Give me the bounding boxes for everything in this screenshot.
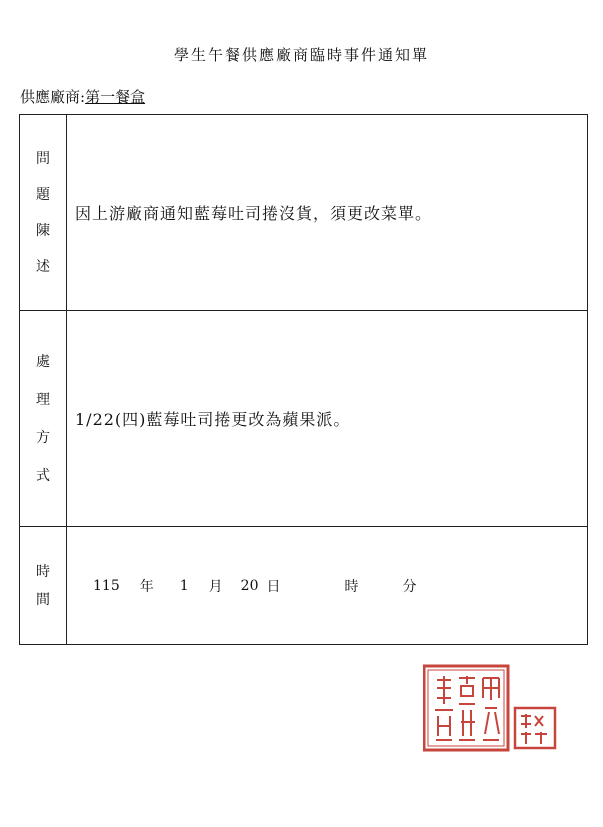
handling-label-cell	[20, 311, 67, 527]
time-label-cell	[20, 527, 67, 645]
company-seal-stamps	[423, 664, 563, 754]
vendor-name: 第一餐盒	[85, 88, 146, 106]
problem-label-char: 陳	[36, 222, 50, 239]
handling-label-char: 理	[36, 391, 50, 408]
handling-label-char: 處	[36, 353, 50, 370]
time-value-cell	[67, 527, 588, 645]
problem-label-char: 題	[36, 186, 50, 203]
page-title: 學生午餐供應廠商臨時事件通知單	[173, 46, 429, 64]
handling-method: 1/22(四)藍莓吐司捲更改為蘋果派。	[67, 311, 588, 527]
time-label-char: 間	[36, 591, 50, 608]
time-month: 1	[179, 577, 189, 594]
problem-label-char: 問	[36, 150, 50, 167]
problem-row	[20, 115, 588, 311]
time-hour-unit: 時	[344, 578, 359, 595]
handling-row	[20, 311, 588, 527]
time-minute-unit: 分	[402, 578, 417, 595]
time-year: 115	[93, 577, 120, 594]
company-seal-icon	[424, 666, 508, 750]
problem-label-char: 述	[36, 258, 50, 275]
time-row	[20, 527, 588, 645]
notice-form-table	[19, 114, 588, 645]
time-year-unit: 年	[139, 578, 154, 595]
handling-label-char: 式	[36, 467, 50, 484]
vendor-line	[20, 86, 145, 107]
time-label-char: 時	[36, 563, 50, 580]
time-day-unit: 日	[266, 578, 281, 595]
time-month-unit: 月	[208, 578, 223, 595]
handling-label-char: 方	[36, 429, 50, 446]
problem-description: 因上游廠商通知藍莓吐司捲沒貨，須更改菜單。	[67, 115, 588, 311]
problem-label-cell	[20, 115, 67, 311]
personal-seal-icon	[515, 708, 555, 748]
vendor-label: 供應廠商:	[20, 88, 86, 106]
time-day: 20	[240, 577, 259, 594]
